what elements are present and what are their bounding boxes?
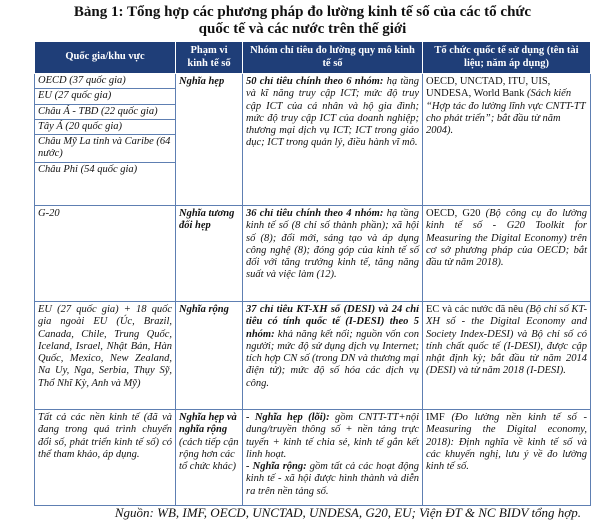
organization-document: (Bộ chỉ số KT-XH số - the Digital Economy and Society Index-DESI) và Bộ chỉ số có tính chất quốc tế (I-DESI), được cập nhật định kỳ; bắt đầu từ năm 2014 (DESI) và từ năm 2018 (I-DESI). <box>426 304 587 377</box>
table-row <box>35 410 591 506</box>
indicator-text: hạ tầng kinh tế số (8 chỉ số thành phần); xã hội số (8); đổi mới, sáng tạo và áp dụng công nghệ (8); đóng góp của kinh tế số đối với tăng trưởng kinh tế, tăng năng suất và việc làm (12). <box>246 208 420 281</box>
country-cell <box>35 74 176 206</box>
indicator-broad <box>246 461 419 498</box>
header-country: Quốc gia/khu vực <box>35 42 176 74</box>
source-note: Nguồn: WB, IMF, OECD, UNCTAD, UNDESA, G20, EU; Viện ĐT & NC BIDV tổng hợp. <box>114 505 581 520</box>
organizations-cell <box>423 74 591 206</box>
scope-cell: Nghĩa hẹp <box>176 74 243 206</box>
table-title <box>0 4 605 38</box>
organization-names: OECD, G20 <box>426 208 486 219</box>
organization-names: OECD, UNCTAD, ITU, UIS, UNDESA, World Bank <box>426 76 551 100</box>
indicator-text: khả năng kết nối; nguồn vốn con người; mức độ sử dụng dịch vụ Internet; tích hợp CN số (trong DN và thương mại điện tử); mức độ số hóa các dịch vụ công. <box>246 328 419 389</box>
table-row <box>35 206 591 302</box>
indicators-cell <box>243 410 423 506</box>
country-item: EU (27 quốc gia) <box>35 89 175 104</box>
organization-document: (Sách kiến “Hợp tác đo lường lĩnh vực CNTT-TT cho phát triển”; bắt đầu từ năm 2004). <box>426 88 586 137</box>
table-title-line-2: quốc tế và các nước trên thế giới <box>198 21 407 37</box>
indicator-heading: - Nghĩa hẹp (lõi): <box>246 412 330 423</box>
organizations-cell <box>423 206 591 302</box>
scope-cell <box>176 410 243 506</box>
country-cell: Tất cả các nền kinh tế (đã và đang trong quá trình chuyển đổi số, phát triển kinh tế số) có thể tham khảo, áp dụng. <box>35 410 176 506</box>
country-item: Châu Phi (54 quốc gia) <box>38 163 138 175</box>
indicator-narrow <box>246 412 419 461</box>
header-indicators: Nhóm chỉ tiêu đo lường quy mô kinh tế số <box>243 42 423 74</box>
indicator-heading: 36 chỉ tiêu chính theo 4 nhóm: <box>246 208 384 219</box>
country-item: OECD (37 quốc gia) <box>35 74 175 89</box>
scope-label: Nghĩa hẹp và nghĩa rộng <box>179 412 237 436</box>
country-item: Tây Á (20 quốc gia) <box>35 120 175 135</box>
country-cell: EU (27 quốc gia) + 18 quốc gia ngoài EU (Úc, Brazil, Canada, Chile, Trung Quốc, Iceland, Israel, Nhật Bản, Hàn Quốc, Mexico, New Zealand, Na Uy, Nga, Serbia, Thụy Sỹ, Thổ Nhĩ Kỳ, Anh và Mỹ) <box>35 302 176 410</box>
scope-note: (cách tiếp cận rộng hơn các tổ chức khác) <box>179 436 239 473</box>
indicator-heading: 37 chỉ tiêu KT-XH số (DESI) và 24 chỉ tiêu có tính quốc tế (I-DESI) theo 5 nhóm: <box>246 304 419 340</box>
indicators-cell <box>243 74 423 206</box>
organization-names: EC và các nước đã nêu <box>426 304 526 315</box>
indicator-text: gồm tất cả các hoạt động kinh tế - xã hội được hình thành và diễn ra trên nền tảng số. <box>246 461 419 497</box>
table-title-line-1: Bảng 1: Tổng hợp các phương pháp đo lường kinh tế số của các tổ chức <box>73 4 532 20</box>
scope-cell: Nghĩa rộng <box>176 302 243 410</box>
organization-document: (Đo lường nền kinh tế số - Measuring the Digital economy, 2018): Định nghĩa về kinh tế số và các khuyến nghị, lưu ý về đo lường kinh tế số. <box>426 412 587 473</box>
indicators-cell <box>243 206 423 302</box>
country-cell: G-20 <box>35 206 176 302</box>
indicator-text: gồm CNTT-TT+nội dung/truyền thông số + nền tảng trực tuyến + kinh tế chia sẻ, kinh tế gắn kết linh hoạt. <box>246 412 419 460</box>
organizations-cell <box>423 410 591 506</box>
indicators-cell <box>243 302 423 410</box>
table-row <box>35 74 591 206</box>
indicator-heading: - Nghĩa rộng: <box>246 461 307 473</box>
organizations-cell <box>423 302 591 410</box>
country-item: Châu Mỹ La tinh và Caribe (64 nước) <box>35 135 175 163</box>
measurement-methods-table <box>34 41 591 506</box>
organization-names: IMF <box>426 412 452 423</box>
scope-cell: Nghĩa tương đối hẹp <box>176 206 243 302</box>
indicator-text: hạ tầng và kĩ năng truy cập ICT; mức độ truy cập ICT của cá nhân và hộ gia đình; mức độ truy cập ICT của doanh nghiệp; thương mại dịch vụ ICT; ICT trong giáo dục; ICT trong quản lý, điều hành vĩ mô. <box>246 76 420 149</box>
table-row <box>35 302 591 410</box>
indicator-heading: 50 chỉ tiêu chính theo 6 nhóm: <box>246 76 384 87</box>
organization-document: (Bộ công cụ đo lường kinh tế số - G20 Toolkit for Measuring the Digital Economy) trên cơ sở phương pháp của OECD; bắt đầu từ năm 2018). <box>426 208 587 269</box>
country-item: Châu Á - TBD (22 quốc gia) <box>35 105 175 120</box>
header-organizations: Tổ chức quốc tế sử dụng (tên tài liệu; năm áp dụng) <box>423 42 591 74</box>
header-row <box>35 42 591 74</box>
header-scope: Phạm vi kinh tế số <box>176 42 243 74</box>
